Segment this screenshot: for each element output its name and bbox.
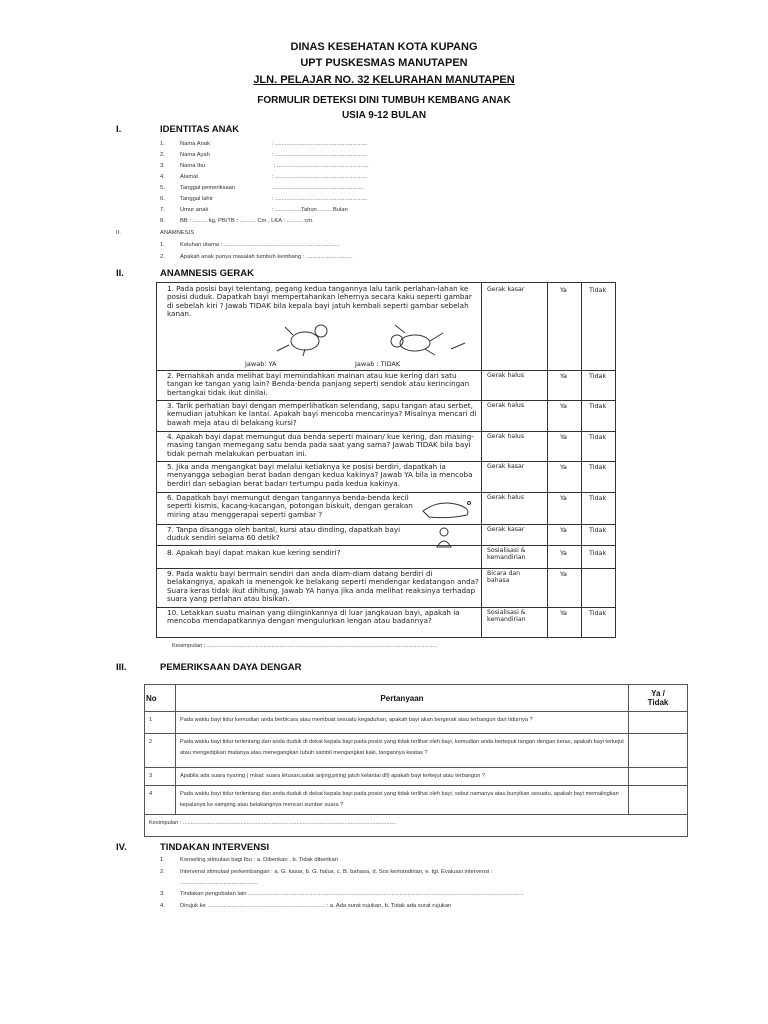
header-agency: DINAS KESEHATAN KOTA KUPANG <box>290 41 478 53</box>
intervention-item[interactable]: ................................................ <box>180 880 258 886</box>
field-row[interactable]: 3. Nama Ibu : ......................................................... <box>160 163 369 169</box>
tidak-label[interactable]: Tidak <box>589 286 607 294</box>
ya-label[interactable]: Ya <box>560 609 567 617</box>
column-header-ya-tidak: Ya / Tidak <box>629 685 688 712</box>
ya-label[interactable]: Ya <box>560 463 567 471</box>
category: Gerak kasar <box>487 526 525 533</box>
column-divider <box>581 283 582 637</box>
form-title: FORMULIR DETEKSI DINI TUMBUH KEMBANG ANAK <box>257 95 511 106</box>
section-number: IV. <box>116 842 127 853</box>
baby-sitting-illustration <box>427 527 461 549</box>
table-row: 2 Pada waktu bayi tidur terlentang dan anda duduk di dekat kepala bayi pada posisi yang tidak terlihat oleh bayi, kemudian anda bertepuk tangan dengan keras, apakah bayi terkejut atau mengedipkan matanya atau menegangkan tubuh sambil mengangkat kaki, tangannya keatas ? <box>145 734 688 768</box>
hearing-test-table <box>144 684 688 837</box>
column-divider <box>547 283 548 637</box>
column-divider <box>481 283 482 637</box>
field-row[interactable]: 8. BB : ......... kg, PB/TB : .......... Cm , LKA : .......... cm. <box>160 218 314 224</box>
development-questionnaire-table <box>156 282 616 638</box>
ya-label[interactable]: Ya <box>560 372 567 380</box>
category: Gerak halus <box>487 402 525 409</box>
question-text: Pada waktu bayi tidur terlentang dan anda duduk di dekat kepala bayi pada posisi yang tidak terlihat oleh bayi, sebut namanya atau bunyikan sesuatu, apakah bayi memalingkan kepalanya ke samping atau belakangnya mencari sumber suara ? <box>176 786 629 815</box>
answer-cell[interactable] <box>629 712 688 734</box>
question-8: 8. Apakah bayi dapat makan kue kering sendiri? <box>167 548 341 557</box>
field-value[interactable]: : ......................................................... <box>272 163 369 169</box>
field-row[interactable]: 1. Nama Anak : ......................................................... <box>160 141 368 147</box>
row-divider <box>157 545 615 546</box>
section-title: ANAMNESIS GERAK <box>160 268 254 279</box>
caption-no: Jawab : TIDAK <box>355 360 401 368</box>
baby-pull-to-sit-illustration <box>275 321 475 357</box>
kesimpulan-gerak[interactable]: Kesimpulan ; ............................................................................................................................................... <box>172 643 438 649</box>
column-header-question: Pertanyaan <box>176 685 629 712</box>
section-title: PEMERIKSAAN DAYA DENGAR <box>160 662 302 673</box>
section-number: I. <box>116 124 122 135</box>
field-value[interactable]: : ......................................................... <box>272 141 368 147</box>
category: Gerak halus <box>487 372 525 379</box>
tidak-label[interactable]: Tidak <box>589 549 607 557</box>
table-header-row <box>145 685 688 712</box>
ya-label[interactable]: Ya <box>560 402 567 410</box>
form-subtitle: USIA 9-12 BULAN <box>341 110 427 121</box>
tidak-label[interactable]: Tidak <box>589 372 607 380</box>
question-3: 3. Tarik perhatian bayi dengan memperlihatkan selendang, sapu tangan atau serbet, kemudian jatuhkan ke lantai. Apakah bayi mencoba mencarinya? Misalnya mencari di bawah meja atau di belakang kursi? <box>167 401 477 427</box>
ya-label[interactable]: Ya <box>560 494 567 502</box>
table-row: 1 Pada waktu bayi tidur kemudian anda berbicara atau membuat sesuatu kegaduhan, apakah bayi akan bergerak atau terbangun dari tidurnya ? <box>145 712 688 734</box>
section-number: II. <box>116 230 121 236</box>
intervention-item[interactable]: 1. Konseling stimulasi bagi Ibu : a. Diberikan , b. Tidak diberikan <box>160 857 338 863</box>
field-value[interactable]: : ......................................................... <box>272 152 368 158</box>
column-header-no: No <box>145 685 176 712</box>
tidak-label[interactable]: Tidak <box>589 463 607 471</box>
field-value[interactable]: : ......................................................... <box>272 174 368 180</box>
category: Sosialisasi & kemandirian <box>487 609 526 623</box>
section-title: IDENTITAS ANAK <box>160 124 240 135</box>
section-title: ANAMNESIS <box>160 230 195 236</box>
caption-yes: Jawab: YA <box>245 360 277 368</box>
field-row[interactable]: 4. Alamat : ......................................................... <box>160 174 368 180</box>
field-row[interactable]: 7. Umur anak : ................Tahun......... Bulan <box>160 207 348 213</box>
category: Gerak kasar <box>487 463 525 470</box>
field-row[interactable]: 6. Tanggal lahir : ......................................................... <box>160 196 368 202</box>
ya-label[interactable]: Ya <box>560 549 567 557</box>
intervention-item[interactable]: 3. Tindakan pengobatan lain ........................................................................................................................................................................... <box>160 891 524 897</box>
category: Gerak halus <box>487 494 525 501</box>
tidak-label[interactable]: Tidak <box>589 494 607 502</box>
question-10: 10. Letakkan suatu mainan yang diinginkannya di luar jangkauan bayi, apakah ia mencoba mendapatkannya dengan mengulurkan lengan atau badannya? <box>167 608 460 626</box>
answer-cell[interactable] <box>629 768 688 786</box>
section-title: TINDAKAN INTERVENSI <box>160 842 270 853</box>
field-row[interactable]: 2. Nama Ayah : ......................................................... <box>160 152 368 158</box>
section-number: III. <box>116 662 127 673</box>
category: Bicara dan bahasa <box>487 570 521 584</box>
tidak-label[interactable]: Tidak <box>589 402 607 410</box>
question-7: 7. Tanpa disangga oleh bantal, kursi atau dinding, dapatkah bayi duduk sendiri selama 60 detik? <box>167 525 401 543</box>
question-text: Pada waktu bayi tidur kemudian anda berbicara atau membuat sesuatu kegaduhan, apakah bayi akan bergerak atau terbangun dari tidurnya ? <box>176 712 629 734</box>
tidak-label[interactable]: Tidak <box>589 526 607 534</box>
question-6: 6. Dapatkah bayi memungut dengan tangannya benda-benda kecil seperti kismis, kacang-kacangan, potongan biskuit, dengan gerakan miring atau menggerapai seperti gambar ? <box>167 493 413 519</box>
answer-cell[interactable] <box>629 734 688 768</box>
question-text: Pada waktu bayi tidur terlentang dan anda duduk di dekat kepala bayi pada posisi yang tidak terlihat oleh bayi, kemudian anda bertepuk tangan dengan keras, apakah bayi terkejut atau mengedipkan matanya atau menegangkan tubuh sambil mengangkat kaki, tangannya keatas ? <box>176 734 629 768</box>
field-value[interactable]: ......................................................... <box>272 185 364 191</box>
intervention-item[interactable]: 2. Intervensi stimulasi perkembangan : a. G. kasar, b. G. halus, c. B. bahasa, d. Sos kemandirian, e. tgl. Evaluasi intervensi : <box>160 869 493 875</box>
header-unit: UPT PUSKESMAS MANUTAPEN <box>300 57 468 69</box>
category: Gerak kasar <box>487 286 525 293</box>
ya-label[interactable]: Ya <box>560 570 567 578</box>
header-address: JLN. PELAJAR NO. 32 KELURAHAN MANUTAPEN <box>253 74 515 86</box>
table-row <box>145 815 688 837</box>
tidak-label[interactable]: Tidak <box>589 433 607 441</box>
field-value[interactable]: : ......................................................... <box>272 196 368 202</box>
category: Sosialisasi & kemandirian <box>487 547 526 561</box>
question-5: 5. Jika anda mengangkat bayi melalui ketiaknya ke posisi berdiri, dapatkah ia menyangga sebagian berat badan dengan kedua kakinya? Jawab YA bila ia mencoba berdiri dan sebagian berat badan tertumpu pada kedua kakinya. <box>167 462 473 488</box>
ya-label[interactable]: Ya <box>560 526 567 534</box>
table-row: 3 Apabila ada suara nyaring ( misal: suara letusan,salak anjing,piring jatuh kelantai dll) apakah bayi terkejut atau terbangun ? <box>145 768 688 786</box>
section-number: II. <box>116 268 124 279</box>
anamnesis-item[interactable]: 1. Keluhan utama : ........................................................................ <box>160 242 340 248</box>
kesimpulan-dengar[interactable]: Kesimpulan : ......................................................................................................................................... <box>145 815 688 837</box>
answer-cell[interactable] <box>629 786 688 815</box>
question-9: 9. Pada waktu bayi bermain sendiri dan anda diam-diam datang berdiri di belakangnya, apakah ia menengok ke belakang seperti mendengar kedatangan anda? Suara keras tidak ikut dihitung. Jawab YA hanya jika anda melihat reaksinya terhadap suara yang perlahan atau bisikan. <box>167 569 479 603</box>
question-4: 4. Apakah bayi dapat memungut dua benda seperti mainan/ kue kering, dan masing-masing tangan memegang satu benda pada saat yang sama? Jawab TIDAK bila bayi tidak pernah melakukan perbuatan ini. <box>167 432 474 458</box>
field-value[interactable]: : ................Tahun......... Bulan <box>272 207 348 213</box>
question-1: 1. Pada posisi bayi telentang, pegang kedua tangannya lalu tarik perlahan-lahan ke posisi duduk. Dapatkah bayi mempertahankan lehernya secara kaku seperti gambar di sebelah kiri ? Jawab TIDAK bila kepala bayi jatuh kembali seperti gambar sebelah kanan. <box>167 284 472 318</box>
ya-label[interactable]: Ya <box>560 433 567 441</box>
category: Gerak halus <box>487 433 525 440</box>
tidak-label[interactable]: Tidak <box>589 609 607 617</box>
hand-picking-illustration <box>419 497 475 521</box>
table-row: 4 Pada waktu bayi tidur terlentang dan anda duduk di dekat kepala bayi pada posisi yang tidak terlihat oleh bayi, sebut namanya atau bunyikan sesuatu, apakah bayi memalingkan kepalanya ke samping atau belakangnya mencari sumber suara ? <box>145 786 688 815</box>
field-row[interactable]: 5. Tanggal pemeriksaan ......................................................... <box>160 185 364 191</box>
ya-label[interactable]: Ya <box>560 286 567 294</box>
question-2: 2. Pernahkah anda melihat bayi memindahkan mainan atau kue kering dari satu tangan ke tangan yang lain? Benda-benda panjang seperti sendok atau kerincingan bertangkai tidak ikut dinilai. <box>167 371 470 397</box>
question-text: Apabila ada suara nyaring ( misal: suara letusan,salak anjing,piring jatuh kelantai dll) apakah bayi terkejut atau terbangun ? <box>176 768 629 786</box>
field-measurements[interactable]: BB : ......... kg, PB/TB : .......... Cm , LKA : .......... cm. <box>180 218 314 224</box>
anamnesis-item[interactable]: 2. Apakah anak punya masalah tumbuh kembang : ............................. <box>160 254 353 260</box>
intervention-item[interactable]: 4. Dirujuk ke ......................................................................... : a. Ada surat rujukan, b. Tidak ada surat rujukan <box>160 903 452 909</box>
